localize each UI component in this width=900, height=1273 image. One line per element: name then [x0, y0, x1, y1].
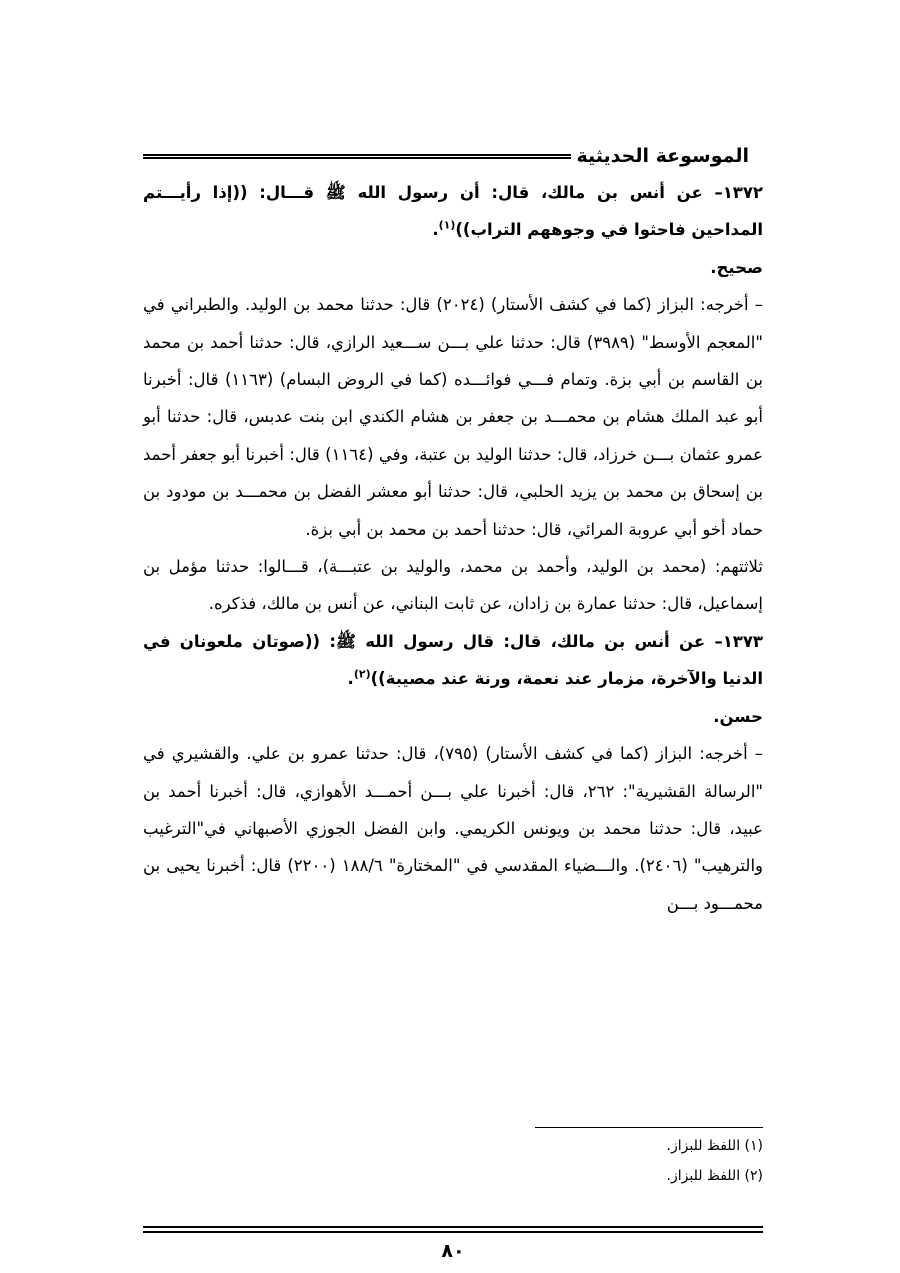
page-number: ٨٠: [441, 1240, 465, 1262]
footnote-ref: (١): [438, 218, 456, 232]
main-text: [143, 174, 763, 922]
takhrij-paragraph: – أخرجه: البزاز (كما في كشف الأستار) (٧٩٥)، قال: حدثنا عمرو بن علي. والقشيري في "الرسالة القشيرية": ٢٦٢، قال: أخبرنا علي بـــن أحمـــد الأهوازي، قال: أخبرنا أحمد بن عبيد، قال: حدثنا محمد بن ويونس الكريمي. وابن الفضل الجوزي الأصبهاني في"الترغيب والترهيب" (٢٤٠٦). والـــضياء المقدسي في "المختارة" ١٨٨/٦ (٢٢٠٠) قال: أخبرنا يحيى بن محمـــود بـــن: [143, 744, 763, 913]
footnote-item: (٢) اللفظ للبزاز.: [666, 1168, 763, 1184]
page: [143, 138, 764, 1262]
footnotes: [143, 1131, 763, 1191]
running-header: [143, 138, 763, 174]
header-rule-left: [143, 154, 571, 159]
hadith-text: عن أنس بن مالك، قال: أن رسول الله ﷺ قـــال: ((إذا رأيـــتم المداحين فاحثوا في وجوههم التراب)): [143, 183, 763, 240]
hadith-end: .: [432, 220, 439, 240]
takhrij-paragraph: – أخرجه: البزاز (كما في كشف الأستار) (٢٠٢٤) قال: حدثنا محمد بن الوليد. والطبراني في "المعجم الأوسط" (٣٩٨٩) قال: حدثنا علي بـــن ســـعيد الرازي، قال: حدثنا أحمد بن محمد بن القاسم بن أبي بزة. وتمام فـــي فوائـــده (كما في الروض البسام) (١١٦٣) قال: أخبرنا أبو عبد الملك هشام بن محمـــد بن جعفر بن هشام الكندي ابن بنت عدبس، قال: حدثنا أبو عمرو عثمان بـــن خرزاد، قال: حدثنا الوليد بن عتبة، وفي (١١٦٤) قال: أخبرنا أبو جعفر أحمد بن إسحاق بن محمد بن يزيد الحلبي، قال: حدثنا أبو معشر الفضل بن محمـــد بن مودود بن حماد أخو أبي عروبة المرائي، قال: حدثنا أحمد بن محمد بن أبي بزة.: [143, 295, 763, 539]
takhrij-paragraph: ثلاثتهم: (محمد بن الوليد، وأحمد بن محمد، والوليد بن عتبـــة)، قـــالوا: حدثنا مؤمل بن إسماعيل، قال: حدثنا عمارة بن زادان، عن ثابت البناني، عن أنس بن مالك، فذكره.: [143, 557, 763, 614]
bottom-rule: [143, 1226, 763, 1233]
hadith-grade: صحيح.: [710, 257, 763, 277]
hadith-number: ١٣٧٣–: [714, 631, 763, 651]
footnote-item: (١) اللفظ للبزاز.: [666, 1138, 763, 1154]
hadith-1373: [143, 623, 763, 698]
hadith-1372: [143, 174, 763, 249]
footnote-ref: (٢): [353, 667, 371, 681]
header-title: الموسوعة الحديثية: [576, 145, 749, 167]
hadith-end: .: [347, 669, 354, 689]
footnote-separator: [535, 1127, 763, 1128]
hadith-number: ١٣٧٢–: [714, 183, 764, 202]
hadith-grade: حسن.: [713, 706, 763, 726]
hadith-text: عن أنس بن مالك، قال: قال رسول الله ﷺ: ((صوتان ملعونان في الدنيا والآخرة، مزمار عند نعمة، ورنة عند مصيبة)): [143, 631, 763, 689]
